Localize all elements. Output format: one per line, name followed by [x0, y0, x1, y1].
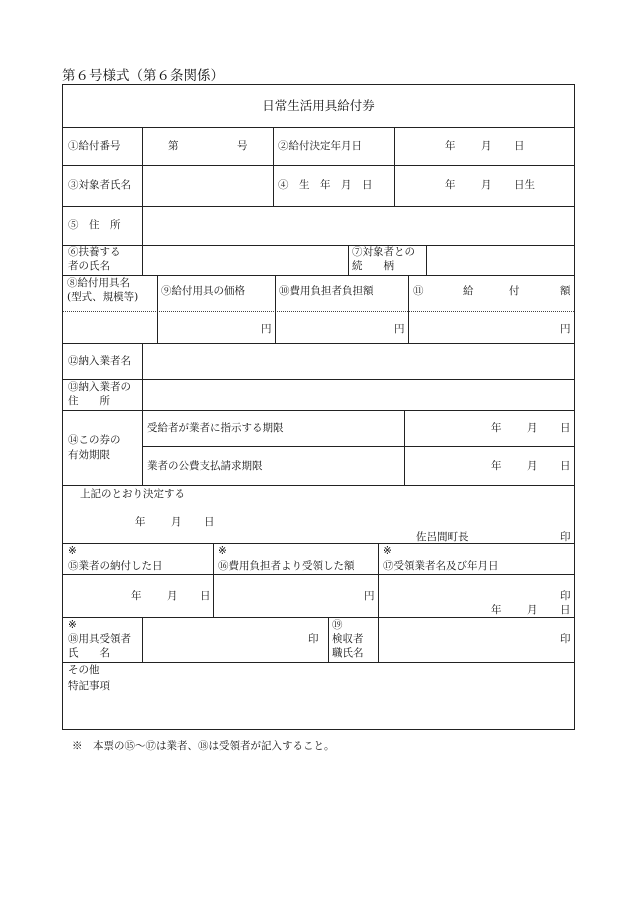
- received-copay-unit: 円: [364, 590, 375, 602]
- decision-year: 年: [135, 516, 146, 528]
- benefit-voucher-form: [62, 84, 575, 730]
- inspector-label-line2: 職氏名: [332, 647, 364, 659]
- benefit-number-prefix: 第: [168, 140, 179, 152]
- birth-date-year: 年: [445, 179, 456, 191]
- receipt-mark: ※: [68, 619, 77, 631]
- delivery-date-year: 年: [131, 590, 142, 602]
- delivery-date-mark: ※: [68, 545, 77, 557]
- equipment-price-unit: 円: [261, 323, 272, 335]
- delivery-date-day: 日: [200, 590, 211, 602]
- inspector-seal: 印: [560, 633, 571, 645]
- birth-date-label: ④ 生 年 月 日: [278, 179, 373, 191]
- footnote: ※ 本票の⑮〜⑰は業者、⑱は受領者が記入すること。: [72, 740, 335, 752]
- equipment-name-label-line1: ⑧給付用具名: [67, 277, 130, 289]
- birth-date-day: 日生: [514, 179, 535, 191]
- remarks-label-line2: 特記事項: [68, 680, 110, 692]
- instruct-deadline-label: 受給者が業者に指示する期限: [147, 422, 284, 434]
- decision-date-year: 年: [445, 140, 456, 152]
- instruct-deadline-day: 日: [560, 422, 571, 434]
- remarks-label-line1: その他: [68, 664, 100, 676]
- receiver-name-seal: 印: [308, 633, 319, 645]
- validity-label-line1: ⑭この券の: [68, 434, 121, 446]
- billing-deadline-year: 年: [491, 460, 502, 472]
- delivery-date-month: 月: [167, 590, 178, 602]
- received-copay-label: ⑯費用負担者より受領した額: [218, 560, 355, 572]
- benefit-amount-label-num: ⑪: [413, 285, 424, 297]
- benefit-amount-label-b: 付: [509, 285, 520, 297]
- received-copay-mark: ※: [218, 545, 227, 557]
- receiver-name-label-line1: ⑱用具受領者: [68, 633, 131, 645]
- decision-day: 日: [204, 516, 215, 528]
- benefit-number-label: ①給付番号: [68, 140, 121, 152]
- vendor-address-label-line2: 住 所: [68, 395, 110, 407]
- validity-label-line2: 有効期限: [68, 449, 110, 461]
- relationship-label-line1: ⑦対象者との: [352, 246, 415, 258]
- receiver-month: 月: [527, 604, 538, 616]
- receiver-mark: ※: [383, 545, 392, 557]
- equipment-price-label: ⑨給付用具の価格: [161, 285, 245, 297]
- decision-date-label: ②給付決定年月日: [278, 140, 362, 152]
- benefit-number-suffix: 号: [237, 140, 248, 152]
- mayor-signer: 佐呂間町長: [416, 531, 469, 543]
- billing-deadline-label: 業者の公費支払請求期限: [147, 460, 263, 472]
- receiver-day: 日: [560, 604, 571, 616]
- receiver-name-label-line2: 氏 名: [68, 647, 110, 659]
- benefit-amount-label-a: 給: [463, 285, 474, 297]
- form-title: 日常生活用具給付券: [262, 98, 375, 113]
- billing-deadline-month: 月: [527, 460, 538, 472]
- mayor-seal: 印: [560, 531, 571, 543]
- copay-amount-label: ⑩費用負担者負担額: [279, 285, 374, 297]
- benefit-amount-unit: 円: [560, 323, 571, 335]
- receiver-seal: 印: [560, 590, 571, 602]
- recipient-name-label: ③対象者氏名: [68, 179, 131, 191]
- birth-date-month: 月: [481, 179, 492, 191]
- delivery-date-label: ⑮業者の納付した日: [68, 560, 163, 572]
- copay-amount-unit: 円: [394, 323, 405, 335]
- decision-date-day: 日: [514, 140, 525, 152]
- receiver-label: ⑰受領業者名及び年月日: [383, 560, 499, 572]
- vendor-address-label-line1: ⑬納入業者の: [68, 381, 131, 393]
- equipment-name-label-line2: (型式、規模等): [67, 291, 139, 303]
- address-label: ⑤ 住 所: [68, 219, 121, 231]
- billing-deadline-day: 日: [560, 460, 571, 472]
- form-heading: 第６号様式（第６条関係）: [62, 68, 224, 84]
- supporter-name-label-line1: ⑥扶養する: [68, 246, 121, 258]
- inspector-mark: ⑲: [332, 619, 343, 631]
- relationship-label-line2: 続 柄: [352, 260, 394, 272]
- vendor-name-label: ⑫納入業者名: [68, 355, 131, 367]
- benefit-amount-label-c: 額: [560, 285, 571, 297]
- instruct-deadline-year: 年: [491, 422, 502, 434]
- supporter-name-label-line2: 者の氏名: [68, 260, 110, 272]
- decision-statement: 上記のとおり決定する: [80, 488, 185, 500]
- decision-month: 月: [171, 516, 182, 528]
- decision-date-month: 月: [481, 140, 492, 152]
- receiver-year: 年: [491, 604, 502, 616]
- inspector-label-line1: 検収者: [332, 633, 364, 645]
- instruct-deadline-month: 月: [527, 422, 538, 434]
